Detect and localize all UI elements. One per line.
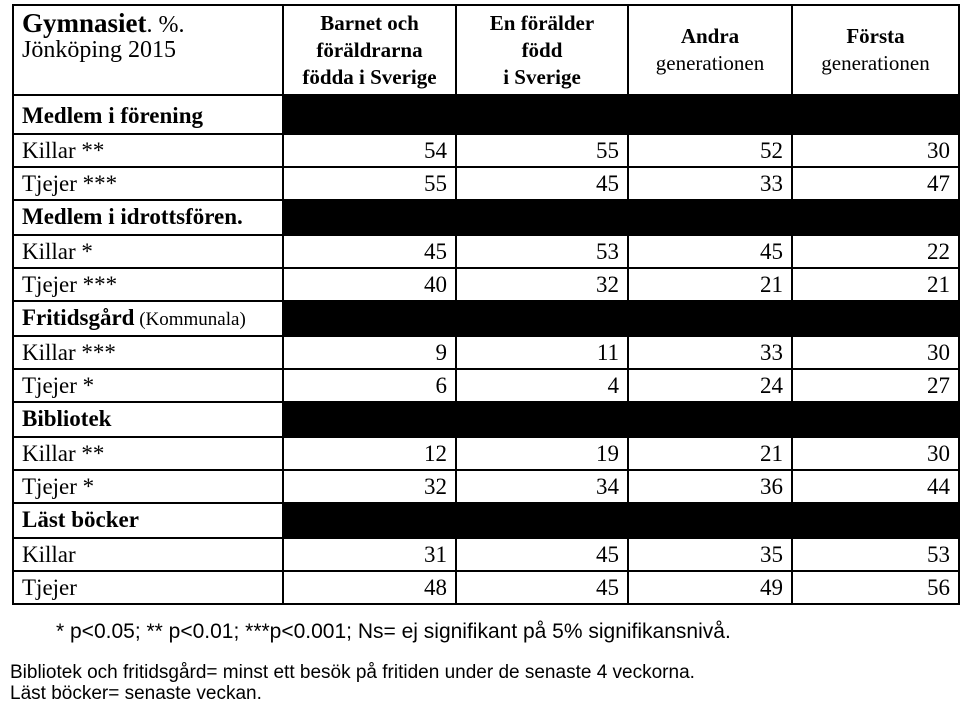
significance-note: * p<0.05; ** p<0.01; ***p<0.001; Ns= ej signifikant på 5% signifikansnivå. (56, 620, 731, 643)
column-header-line: i Sverige (503, 64, 581, 89)
section-title-text: Läst böcker (22, 507, 139, 532)
value-cell: 32 (456, 268, 628, 301)
section-title-text: Fritidsgård (22, 305, 135, 330)
value-cell: 55 (456, 134, 628, 167)
definition-note-books: Läst böcker= senaste veckan. (10, 683, 262, 704)
column-header-line: generationen (821, 51, 930, 75)
row-label: Killar *** (13, 336, 283, 369)
column-header-line: Andra (680, 24, 740, 48)
section-title-text: Medlem i förening (22, 103, 203, 128)
row-label: Killar ** (13, 437, 283, 470)
value-cell: 21 (628, 437, 792, 470)
table-row (13, 470, 959, 503)
value-cell: 9 (283, 336, 456, 369)
column-header-line: född (521, 37, 563, 62)
row-label: Tjejer (13, 571, 283, 604)
table-row (13, 538, 959, 571)
value-cell: 54 (283, 134, 456, 167)
column-header-line: Barnet och (320, 10, 419, 35)
section-title (13, 95, 283, 134)
section-row (13, 301, 959, 336)
value-cell: 33 (628, 336, 792, 369)
definition-note-visits: Bibliotek och fritidsgård= minst ett besök på fritiden under de senaste 4 veckorna. (10, 662, 695, 683)
statistics-table (12, 4, 960, 605)
table-row (13, 268, 959, 301)
value-cell: 21 (792, 268, 959, 301)
value-cell: 56 (792, 571, 959, 604)
value-cell: 36 (628, 470, 792, 503)
row-label: Tjejer *** (13, 268, 283, 301)
column-header-line: föräldrarna (316, 37, 423, 62)
header-row (13, 5, 959, 95)
table-row (13, 235, 959, 268)
value-cell: 30 (792, 336, 959, 369)
value-cell: 30 (792, 437, 959, 470)
value-cell: 34 (456, 470, 628, 503)
column-header-line: generationen (655, 51, 765, 75)
section-title-text: Medlem i idrottsfören. (22, 204, 243, 229)
value-cell: 4 (456, 369, 628, 402)
section-title (13, 402, 283, 437)
value-cell: 31 (283, 538, 456, 571)
row-label: Killar ** (13, 134, 283, 167)
column-header-line: Första (846, 24, 905, 48)
column-header-line: födda i Sverige (302, 64, 437, 89)
value-cell: 33 (628, 167, 792, 200)
value-cell: 45 (456, 571, 628, 604)
value-cell: 6 (283, 369, 456, 402)
row-label: Killar (13, 538, 283, 571)
table-row (13, 571, 959, 604)
section-divider-bar (283, 95, 959, 134)
title-main: Gymnasiet (22, 8, 147, 38)
row-label: Tjejer * (13, 470, 283, 503)
row-label: Killar * (13, 235, 283, 268)
row-label: Tjejer * (13, 369, 283, 402)
value-cell: 22 (792, 235, 959, 268)
value-cell: 21 (628, 268, 792, 301)
table-row (13, 134, 959, 167)
title-location-year: Jönköping 2015 (22, 37, 177, 63)
value-cell: 45 (456, 167, 628, 200)
section-row (13, 200, 959, 235)
section-row (13, 503, 959, 538)
value-cell: 53 (456, 235, 628, 268)
section-title (13, 301, 283, 336)
value-cell: 55 (283, 167, 456, 200)
row-label: Tjejer *** (13, 167, 283, 200)
section-divider-bar (283, 402, 959, 437)
column-header-one-parent-sweden (456, 5, 628, 95)
table-row (13, 167, 959, 200)
value-cell: 27 (792, 369, 959, 402)
section-title-text: Bibliotek (22, 406, 112, 431)
section-title (13, 503, 283, 538)
value-cell: 45 (283, 235, 456, 268)
value-cell: 47 (792, 167, 959, 200)
column-header-born-sweden (283, 5, 456, 95)
value-cell: 19 (456, 437, 628, 470)
value-cell: 35 (628, 538, 792, 571)
value-cell: 32 (283, 470, 456, 503)
section-divider-bar (283, 503, 959, 538)
value-cell: 49 (628, 571, 792, 604)
section-title-qualifier: (Kommunala) (134, 309, 246, 330)
value-cell: 11 (456, 336, 628, 369)
column-header-first-generation (792, 5, 959, 95)
section-divider-bar (283, 200, 959, 235)
value-cell: 12 (283, 437, 456, 470)
table-row (13, 437, 959, 470)
value-cell: 48 (283, 571, 456, 604)
title-suffix: . %. (146, 12, 185, 38)
value-cell: 30 (792, 134, 959, 167)
table-row (13, 336, 959, 369)
value-cell: 45 (456, 538, 628, 571)
value-cell: 52 (628, 134, 792, 167)
value-cell: 53 (792, 538, 959, 571)
table-title (13, 5, 283, 95)
value-cell: 40 (283, 268, 456, 301)
section-row (13, 95, 959, 134)
table-row (13, 369, 959, 402)
column-header-line: En förälder (489, 10, 595, 35)
section-title (13, 200, 283, 235)
value-cell: 45 (628, 235, 792, 268)
section-row (13, 402, 959, 437)
value-cell: 24 (628, 369, 792, 402)
column-header-second-generation (628, 5, 792, 95)
section-divider-bar (283, 301, 959, 336)
value-cell: 44 (792, 470, 959, 503)
